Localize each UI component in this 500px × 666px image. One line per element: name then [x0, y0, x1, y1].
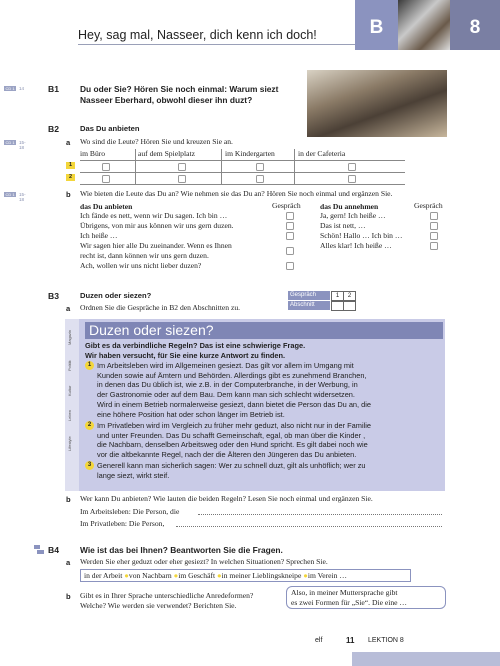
row-divider — [80, 160, 405, 161]
grid-col-header: 2 — [343, 291, 356, 301]
paragraph-line: der Gastronomie oder auf dem Bau. Dem kann man sich schlecht widersetzen. — [97, 390, 355, 400]
b1-heading — [80, 84, 310, 105]
row-divider — [80, 184, 405, 185]
row-number-badge: 2 — [66, 174, 75, 181]
bullet-icon: ● — [173, 571, 179, 580]
cd-icon: CD 1 — [5, 192, 15, 197]
column-header: im Kindergarten — [225, 149, 275, 158]
b3a-grid — [288, 291, 356, 311]
situations-box — [80, 569, 411, 582]
b3b-instruction: Wer kann Du anbieten? Wie lauten die beiden Regeln? Lesen Sie noch einmal und ergänzen Sie. — [80, 494, 373, 503]
phrase-line: Ich fände es nett, wenn wir Du sagen. Ich bin … — [80, 211, 228, 220]
magazine-paragraph-2 — [85, 421, 440, 460]
rule-label: Im Privatleben: Die Person, — [80, 519, 165, 528]
paragraph-line: die Nachbarn, denselben Arbeitsweg oder den Hund spricht. Es gilt dabei noch wie — [97, 440, 368, 450]
paragraph-line: Im Privatleben wird im Vergleich zu früher mehr geduzt, also nicht nur in der Familie — [97, 421, 371, 430]
magazine-tab: Politik — [67, 360, 72, 372]
phrase-line: Übrigens, von mir aus können wir uns gern duzen. — [80, 221, 234, 230]
lead-line: Wir haben versucht, für Sie eine kurze Antwort zu finden. — [85, 350, 286, 360]
b2b-instruction: Wie bieten die Leute das Du an? Wie nehmen sie das Du an? Hören Sie noch einmal und ergänzen Sie. — [80, 189, 393, 198]
answer-box[interactable] — [286, 232, 294, 240]
b1-heading-line1: Du oder Sie? Hören Sie noch einmal: Warum siezt — [80, 84, 279, 94]
b2b-left-col: Gespräch — [272, 201, 301, 210]
rule-line-2 — [80, 519, 445, 529]
magazine-title: Duzen oder siezen? — [85, 322, 443, 339]
b1-heading-line2: Nasseer Eberhard, obwohl dieser ihn duzt? — [80, 94, 253, 105]
lead-line: Gibt es da verbindliche Regeln? Das ist eine schwierige Frage. — [85, 341, 306, 350]
paragraph-number-badge: 2 — [85, 421, 94, 430]
bullet-icon: ● — [124, 571, 129, 580]
rule-answer-input[interactable] — [198, 514, 442, 515]
column-header: in der Cafeteria — [298, 149, 346, 158]
paragraph-line: Wird in einem Betrieb normalerweise gesiezt, dann bietet die Person das Du an, die — [97, 399, 372, 409]
b2b-letter: b — [66, 190, 71, 199]
answer-box[interactable] — [430, 242, 438, 250]
phrase-line: Ach, wollen wir uns nicht lieber duzen? — [80, 261, 202, 270]
bullet-icon: ● — [303, 571, 308, 580]
paragraph-line: in denen das Du üblich ist, wie z.B. in der Computerbranche, in der Werbung, in — [97, 380, 358, 390]
magazine-paragraph-1 — [85, 361, 440, 419]
exercise-label-b2: B2 — [48, 124, 59, 134]
speech-icon — [34, 545, 44, 554]
b3a-letter: a — [66, 304, 71, 313]
phrase-line: recht ist, dann können wir uns gern duzen. — [80, 251, 209, 260]
grid-label: Gespräch — [288, 291, 330, 300]
paragraph-line: und unter Freunden. Das Du schafft Gemeinschaft, egal, ob man über die Kinder , — [97, 430, 366, 440]
situation-item: im Verein … — [307, 571, 347, 580]
answer-box[interactable] — [430, 232, 438, 240]
section-badge-letter: B — [355, 0, 398, 50]
b2b-right-header: das Du annehmen — [320, 202, 379, 211]
checkbox[interactable] — [102, 175, 110, 183]
answer-box[interactable] — [430, 222, 438, 230]
answer-box[interactable] — [286, 247, 294, 255]
b4a-instruction: Werden Sie eher geduzt oder eher gesiezt? In welchen Situationen? Sprechen Sie. — [80, 557, 328, 566]
cd-icon: CD 1 — [5, 140, 15, 145]
b3b-letter: b — [66, 495, 71, 504]
checkbox[interactable] — [102, 163, 110, 171]
magazine-paragraph-3 — [85, 461, 440, 480]
speech-bubble — [286, 586, 446, 609]
column-header: im Büro — [80, 149, 106, 158]
rule-label: Im Arbeitsleben: Die Person, die — [80, 507, 180, 516]
phrase-line: Das ist nett, … — [320, 221, 366, 230]
lesson-badge-number: 8 — [450, 0, 500, 50]
exercise-label-b3: B3 — [48, 291, 59, 301]
b4-heading: Wie ist das bei Ihnen? Beantworten Sie die Fragen. — [80, 545, 283, 555]
checkbox[interactable] — [348, 175, 356, 183]
page-number: 11 — [346, 636, 355, 645]
b2-heading: Das Du anbieten — [80, 124, 140, 133]
answer-box[interactable] — [430, 212, 438, 220]
magazine-tabs — [65, 319, 79, 491]
cd-icon: CD 1 — [5, 86, 15, 91]
magazine-tab: Leben — [67, 409, 72, 421]
page-word: elf — [315, 637, 323, 644]
checkbox[interactable] — [256, 163, 264, 171]
cd-track: 15-18 — [19, 192, 26, 202]
col-divider — [294, 149, 295, 185]
phrase-line: Ich heiße … — [80, 231, 118, 240]
b2a-table — [80, 149, 405, 185]
magazine-tab: Lifestyle — [67, 436, 72, 452]
phrase-line: Wir sagen hier alle Du zueinander. Wenn es Ihnen — [80, 241, 232, 250]
b4a-letter: a — [66, 558, 71, 567]
col-divider — [221, 149, 222, 185]
b2b-left-header: das Du anbieten — [80, 202, 133, 211]
checkbox[interactable] — [348, 163, 356, 171]
magazine-lead — [85, 341, 305, 360]
column-header: auf dem Spielplatz — [138, 149, 195, 158]
phrase-line: Alles klar! Ich heiße … — [320, 241, 392, 250]
paragraph-line: Im Arbeitsleben wird im Allgemeinen gesiezt. Das gilt vor allem im Umgang mit — [97, 361, 354, 370]
paragraph-line: Kunden sowie auf Ämtern und Behörden. Allerdings gibt es zunehmend Branchen, — [97, 370, 367, 380]
b4b-line: Welche? Wie werden sie verwendet? Berichten Sie. — [80, 601, 237, 610]
paragraph-number-badge: 3 — [85, 461, 94, 470]
situation-item: in der Arbeit — [84, 571, 123, 580]
bubble-line: Also, in meiner Muttersprache gibt — [291, 588, 398, 597]
answer-box[interactable] — [286, 222, 294, 230]
phrase-line: Schön! Hallo … Ich bin … — [320, 231, 403, 240]
header-photo — [398, 0, 450, 50]
phrase-line: Ja, gern! Ich heiße … — [320, 211, 386, 220]
paragraph-line: eine höhere Position hat oder schon länger im Betrieb ist. — [97, 409, 285, 419]
answer-box[interactable] — [286, 212, 294, 220]
col-divider — [135, 149, 136, 185]
b4b-instruction — [80, 591, 253, 611]
paragraph-line: vor die altbekannte Regel, nach der die Älteren den Jüngeren das Du anbieten. — [97, 450, 357, 460]
b2a-letter: a — [66, 138, 71, 147]
rule-line-1 — [80, 507, 445, 517]
grid-label: Abschnitt — [288, 301, 330, 310]
lesson-label: LEKTION 8 — [368, 637, 404, 644]
paragraph-number-badge: 1 — [85, 361, 94, 370]
answer-box[interactable] — [286, 262, 294, 270]
b2a-instruction: Wo sind die Leute? Hören Sie und kreuzen Sie an. — [80, 137, 233, 146]
header-divider — [78, 44, 368, 45]
checkbox[interactable] — [178, 175, 186, 183]
bullet-icon: ● — [217, 571, 222, 580]
checkbox[interactable] — [256, 175, 264, 183]
b4b-letter: b — [66, 592, 71, 601]
exercise-label-b1: B1 — [48, 84, 59, 94]
grid-answer-cell[interactable] — [343, 301, 356, 311]
exercise-label-b4: B4 — [48, 545, 59, 555]
b4b-line: Gibt es in Ihrer Sprache unterschiedliche Anredeformen? — [80, 591, 254, 600]
bubble-line: es zwei Formen für „Sie“. Die eine … — [291, 598, 407, 607]
checkbox[interactable] — [178, 163, 186, 171]
cd-track: 15-18 — [19, 140, 26, 150]
situation-item: von Nachbarn — [128, 571, 172, 580]
paragraph-line: Generell kann man sicherlich sagen: Wer zu schnell duzt, gilt als unhöflich; wer zu — [97, 461, 366, 470]
magazine-tab: Magazin — [67, 329, 72, 345]
b3a-instruction: Ordnen Sie die Gespräche in B2 den Abschnitten zu. — [80, 303, 241, 312]
cd-track: 14 — [19, 86, 25, 91]
footer-band — [352, 652, 500, 666]
row-number-badge: 1 — [66, 162, 75, 169]
paragraph-line: lange siezt, wirkt steif. — [97, 470, 170, 480]
b2b-right-col: Gespräch — [414, 201, 443, 210]
rule-answer-input[interactable] — [176, 526, 442, 527]
page-title: Hey, sag mal, Nasseer, dich kenn ich doch! — [78, 28, 317, 42]
situation-item: in meiner Lieblingskneipe — [221, 571, 302, 580]
b3-heading: Duzen oder siezen? — [80, 291, 152, 300]
magazine-tab: Kultur — [67, 385, 72, 397]
row-divider — [80, 172, 405, 173]
grid-col-header: 1 — [331, 291, 344, 301]
situation-item: im Geschäft — [178, 571, 216, 580]
b1-photo — [307, 70, 447, 137]
